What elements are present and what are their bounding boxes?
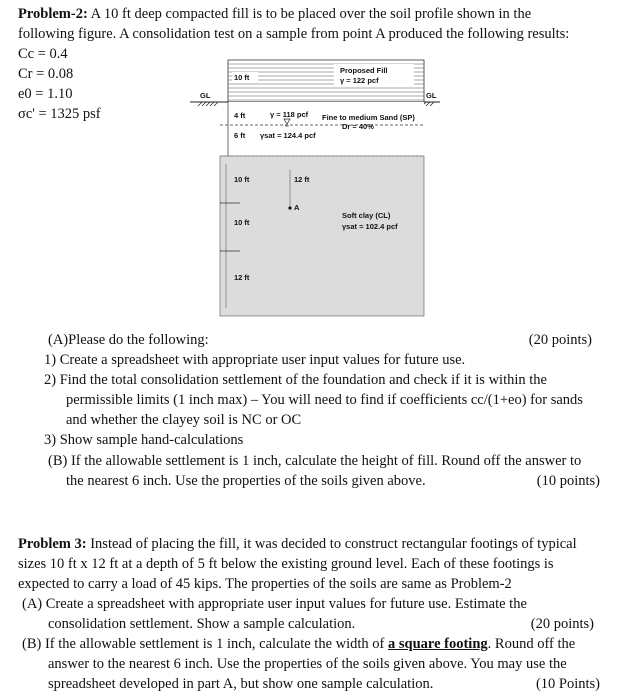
partB-line2: the nearest 6 inch. Use the properties of the soils given above. [66, 473, 426, 489]
partB-line1: (B) If the allowable settlement is 1 inch, calculate the height of fill. Round off the answer to [48, 453, 582, 469]
problem3-b-line3: spreadsheet developed in part A, but show one sample calculation. [48, 676, 434, 692]
gl-hatch-left [198, 102, 218, 106]
problem2-intro-text: A 10 ft deep compacted fill is to be placed over the soil profile shown in the [87, 6, 532, 22]
problem3-a-line1: (A) Create a spreadsheet with appropriate user input values for future use. Estimate the [22, 596, 527, 612]
partA-item2-line3: and whether the clayey soil is NC or OC [66, 412, 302, 428]
prop-e0: e0 = 1.10 [18, 86, 73, 102]
soil-profile-figure [190, 58, 440, 320]
point-a-marker [288, 206, 291, 209]
problem3-b-points: (10 Points) [535, 676, 600, 692]
problem3-line1-text: Instead of placing the fill, it was decided to construct rectangular footings of typical [86, 536, 577, 552]
problem3-b-line1-end: . Round off the [487, 636, 576, 652]
clay-gsat: γsat = 102.4 pcf [342, 222, 398, 231]
problem3-line3: expected to carry a load of 45 kips. The properties of the soils are same as Problem-2 [18, 576, 512, 592]
partA-item2-line1: 2) Find the total consolidation settlement of the foundation and check if it is within the [44, 372, 547, 388]
gl-right-label: GL [426, 91, 437, 100]
sand-gsat: γsat = 124.4 pcf [260, 131, 316, 140]
clay-10ft-b-label: 10 ft [234, 218, 250, 227]
sand-4ft-label: 4 ft [234, 111, 246, 120]
problem3-title: Problem 3: [18, 536, 87, 552]
clay-12ft-label: 12 ft [234, 273, 250, 282]
problem3-a-points: (20 points) [530, 616, 594, 632]
partB-points: (10 points) [536, 473, 600, 489]
gl-left-label: GL [200, 91, 211, 100]
prop-sigma-c: σc' = 1325 psf [18, 106, 101, 122]
sand-layer [228, 102, 424, 156]
sand-gamma: γ = 118 pcf [270, 110, 309, 119]
prop-cc: Cc = 0.4 [18, 46, 68, 62]
problem2-title: Problem-2: [18, 6, 88, 22]
clay-10ft-a-label: 10 ft [234, 175, 250, 184]
problem2-intro-line2: following figure. A consolidation test on a sample from point A produced the following results: [18, 26, 570, 42]
partA-item1: 1) Create a spreadsheet with appropriate user input values for future use. [44, 352, 466, 368]
prop-cr: Cr = 0.08 [18, 66, 74, 82]
sand-6ft-label: 6 ft [234, 131, 246, 140]
problem3-line2: sizes 10 ft x 12 ft at a depth of 5 ft below the existing ground level. Each of these footings is [18, 556, 554, 572]
square-footing-emphasis: a square footing [388, 636, 488, 652]
fill-gamma: γ = 122 pcf [340, 76, 379, 85]
problem3-line1 [18, 534, 577, 554]
problem2-intro-line1 [18, 4, 531, 24]
problem3-b-line2: answer to the nearest 6 inch. Use the properties of the soils given above. You may use the [48, 656, 567, 672]
partA-item2-line2: permissible limits (1 inch max) – You will need to find if coefficients cc/(1+eo) for sands [66, 392, 583, 408]
fill-label: Proposed Fill [340, 66, 388, 75]
problem3-b-line1-start: (B) If the allowable settlement is 1 inch, calculate the width of [22, 636, 389, 652]
sand-dr: Dr = 40% [342, 122, 374, 131]
clay-name: Soft clay (CL) [342, 211, 391, 220]
clay-layer [220, 156, 424, 316]
problem3-b-line1 [22, 634, 575, 654]
clay-12ft-point-label: 12 ft [294, 175, 310, 184]
fill-height-label: 10 ft [234, 73, 250, 82]
problem3-a-line2: consolidation settlement. Show a sample calculation. [48, 616, 356, 632]
point-a-label: A [294, 203, 300, 212]
partA-points: (20 points) [528, 332, 592, 348]
sand-name: Fine to medium Sand (SP) [322, 113, 415, 122]
partA-heading: (A)Please do the following: [48, 332, 209, 348]
partA-item3: 3) Show sample hand-calculations [44, 432, 244, 448]
